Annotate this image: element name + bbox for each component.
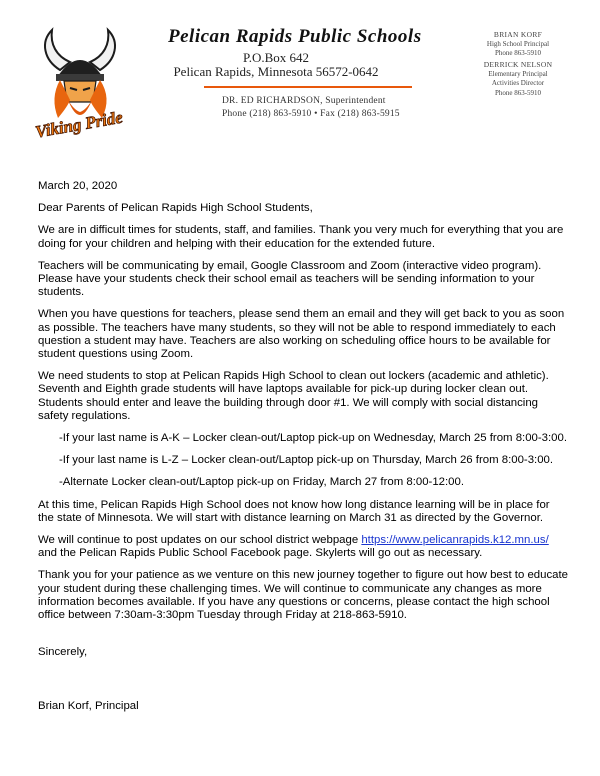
signature: Brian Korf, Principal <box>38 700 139 712</box>
updates-text: and the Pelican Rapids Public School Facebook page. Skylerts will go out as necessary. <box>38 547 483 560</box>
city-state-zip: Pelican Rapids, Minnesota 56572-0642 <box>173 64 379 79</box>
paragraph: We are in difficult times for students, staff, and families. Thank you very much for everything that you are doing for your children and helping with their education for the extended future. <box>38 224 564 250</box>
staff-phone: Phone 863-5910 <box>494 88 542 97</box>
closing: Sincerely, <box>38 646 88 659</box>
staff-principal <box>468 30 568 59</box>
viking-pride-wordmark <box>30 26 130 144</box>
staff-title: Elementary Principal <box>488 69 548 78</box>
phone-fax: Phone (218) 863-5910 • Fax (218) 863-5915 <box>222 109 400 119</box>
distance-learning-paragraph: At this time, Pelican Rapids High School does not know how long distance learning will be in place for the state of Minnesota. We will start with distance learning on March 31 as directed by the Governor. <box>38 498 550 524</box>
school-name: Pelican Rapids Public Schools <box>168 26 422 47</box>
schedule-item: -If your last name is A-K – Locker clean-out/Laptop pick-up on Wednesday, March 25 from 8:00-3:00. <box>59 432 567 445</box>
staff-phone: Phone 863-5910 <box>494 49 542 57</box>
letter-body <box>38 180 568 668</box>
schedule-item: -Alternate Locker clean-out/Laptop pick-up on Friday, March 27 from 8:00-12:00. <box>59 476 465 489</box>
schedule-item: -If your last name is L-Z – Locker clean-out/Laptop pick-up on Thursday, March 26 from 8:00-3:00. <box>59 454 554 467</box>
staff-title: Activities Director <box>491 79 545 87</box>
paragraph: We need students to stop at Pelican Rapids High School to clean out lockers (academic and athletic). Seventh and Eighth grade students will have laptops available for pick-up during locker clean out. Students should enter and leave the building through door #1. We will comply with social distancing safety regulations. <box>38 370 549 422</box>
po-box: P.O.Box 642 <box>242 50 310 65</box>
staff-elementary-principal <box>468 60 568 98</box>
updates-paragraph <box>38 534 568 560</box>
superintendent-line: DR. ED RICHARDSON, Superintendent <box>222 96 386 106</box>
viking-pride-logo <box>30 26 130 144</box>
paragraph: When you have questions for teachers, please send them an email and they will get back to you as soon as possible. The teachers have many students, so they will not be able to respond immediately to each question a student may have. Teachers are also working on scheduling office hours to be available for student questions using Zoom. <box>38 308 565 361</box>
updates-text: We will continue to post updates on our school district webpage <box>38 534 362 547</box>
paragraph: Teachers will be communicating by email, Google Classroom and Zoom (interactive video program). Please have your students check their school email as teachers will be sending information to your students. <box>38 259 542 299</box>
thanks-paragraph: Thank you for your patience as we venture on this new journey together to figure out how best to educate your student during these challenging times. We will continue to communicate any changes as more information becomes available. If you have any questions or concerns, please contact the high school office between 7:30am-3:30pm Tuesday through Friday at 218-863-5910. <box>38 569 568 622</box>
staff-name: BRIAN KORF <box>493 30 543 39</box>
district-webpage-link[interactable]: https://www.pelicanrapids.k12.mn.us/ <box>361 534 549 547</box>
letter-date: March 20, 2020 <box>38 180 118 192</box>
logo-text: Viking Pride <box>33 107 125 142</box>
header-divider <box>204 86 412 88</box>
staff-title: High School Principal <box>486 39 550 48</box>
staff-name: DERRICK NELSON <box>483 60 553 69</box>
salutation: Dear Parents of Pelican Rapids High School Students, <box>38 202 313 215</box>
